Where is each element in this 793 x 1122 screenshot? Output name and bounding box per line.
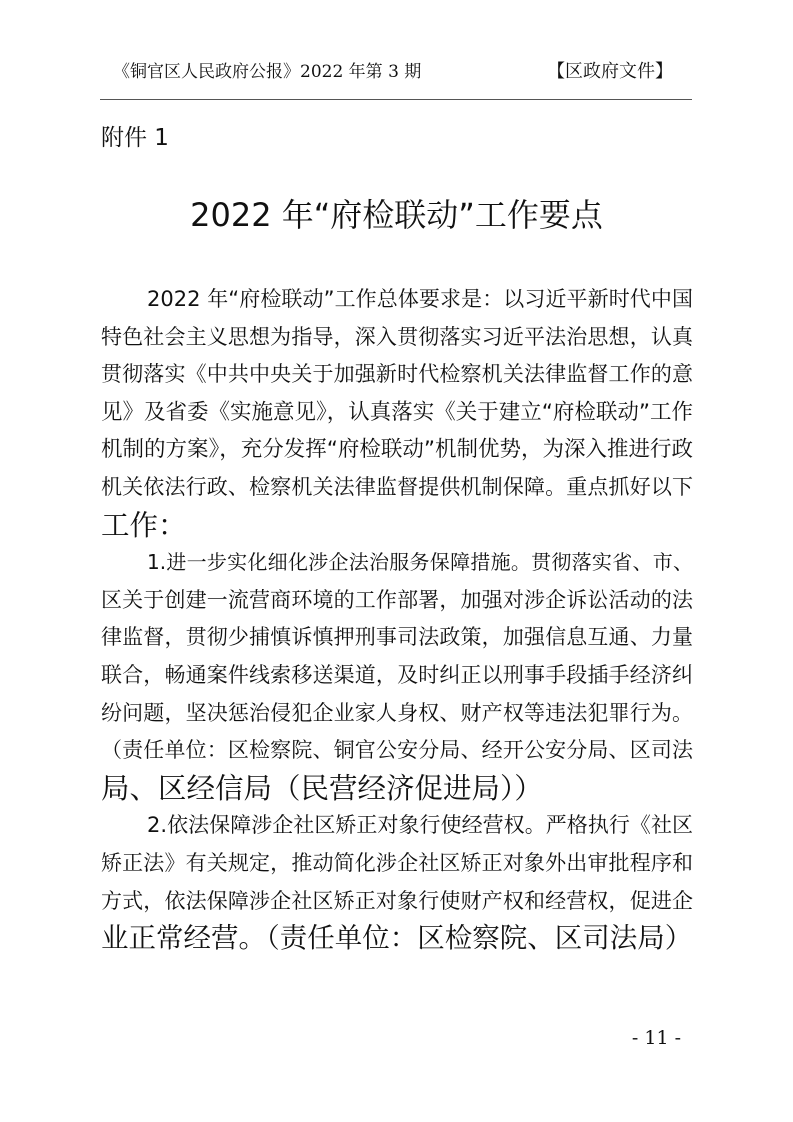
paragraph-line: 纷问题，坚决惩治侵犯企业家人身权、财产权等违法犯罪行为。	[101, 700, 693, 725]
paragraph-line: 局、区经信局（民营经济促进局））	[101, 771, 543, 805]
paragraph-line: 机制的方案》，充分发挥“府检联动”机制优势，为深入推进行政	[101, 437, 694, 463]
paragraph-line: 联合，畅通案件线索移送渠道，及时纠正以刑事手段插手经济纠	[101, 662, 693, 687]
document-title: 2022 年“府检联动”工作要点	[190, 196, 603, 234]
paragraph-line: 特色社会主义思想为指导，深入贯彻落实习近平法治思想，认真	[101, 324, 693, 349]
paragraph-line: 2.依法保障涉企社区矫正对象行使经营权。严格执行《社区	[147, 813, 693, 838]
paragraph-line: 2022 年“府检联动”工作总体要求是：以习近平新时代中国	[147, 287, 693, 311]
paragraph-line: 贯彻落实《中共中央关于加强新时代检察机关法律监督工作的意	[101, 362, 693, 387]
paragraph	[101, 807, 693, 957]
paragraph-line: （责任单位：区检察院、铜官公安分局、经开公安分局、区司法	[101, 738, 693, 763]
section-label: 【区政府文件】	[547, 61, 673, 82]
header-divider	[100, 99, 692, 100]
paragraph-line: 机关依法行政、检察机关法律监督提供机制保障。重点抓好以下	[101, 474, 693, 499]
attachment-label: 附件 1	[101, 125, 169, 151]
paragraph-line: 业正常经营。（责任单位：区检察院、区司法局）	[101, 922, 693, 955]
paragraph-line: 见》及省委《实施意见》，认真落实《关于建立“府检联动”工作	[101, 399, 694, 425]
paragraph-line: 律监督，贯彻少捕慎诉慎押刑事司法政策，加强信息互通、力量	[101, 625, 693, 650]
paragraph-line: 区关于创建一流营商环境的工作部署，加强对涉企诉讼活动的法	[101, 587, 693, 612]
paragraph-line: 1.进一步实化细化涉企法治服务保障措施。贯彻落实省、市、	[147, 550, 693, 575]
paragraph-line: 矫正法》有关规定，推动简化涉企社区矫正对象外出审批程序和	[101, 850, 693, 875]
page-number: - 11 -	[631, 1027, 681, 1049]
paragraph-line: 工作：	[101, 508, 187, 542]
document-body	[101, 281, 693, 958]
paragraph	[101, 281, 693, 544]
paragraph	[101, 544, 693, 807]
paragraph-line: 方式，依法保障涉企社区矫正对象行使财产权和经营权，促进企	[101, 888, 693, 913]
publication-header: 《铜官区人民政府公报》2022 年第 3 期	[113, 62, 422, 82]
